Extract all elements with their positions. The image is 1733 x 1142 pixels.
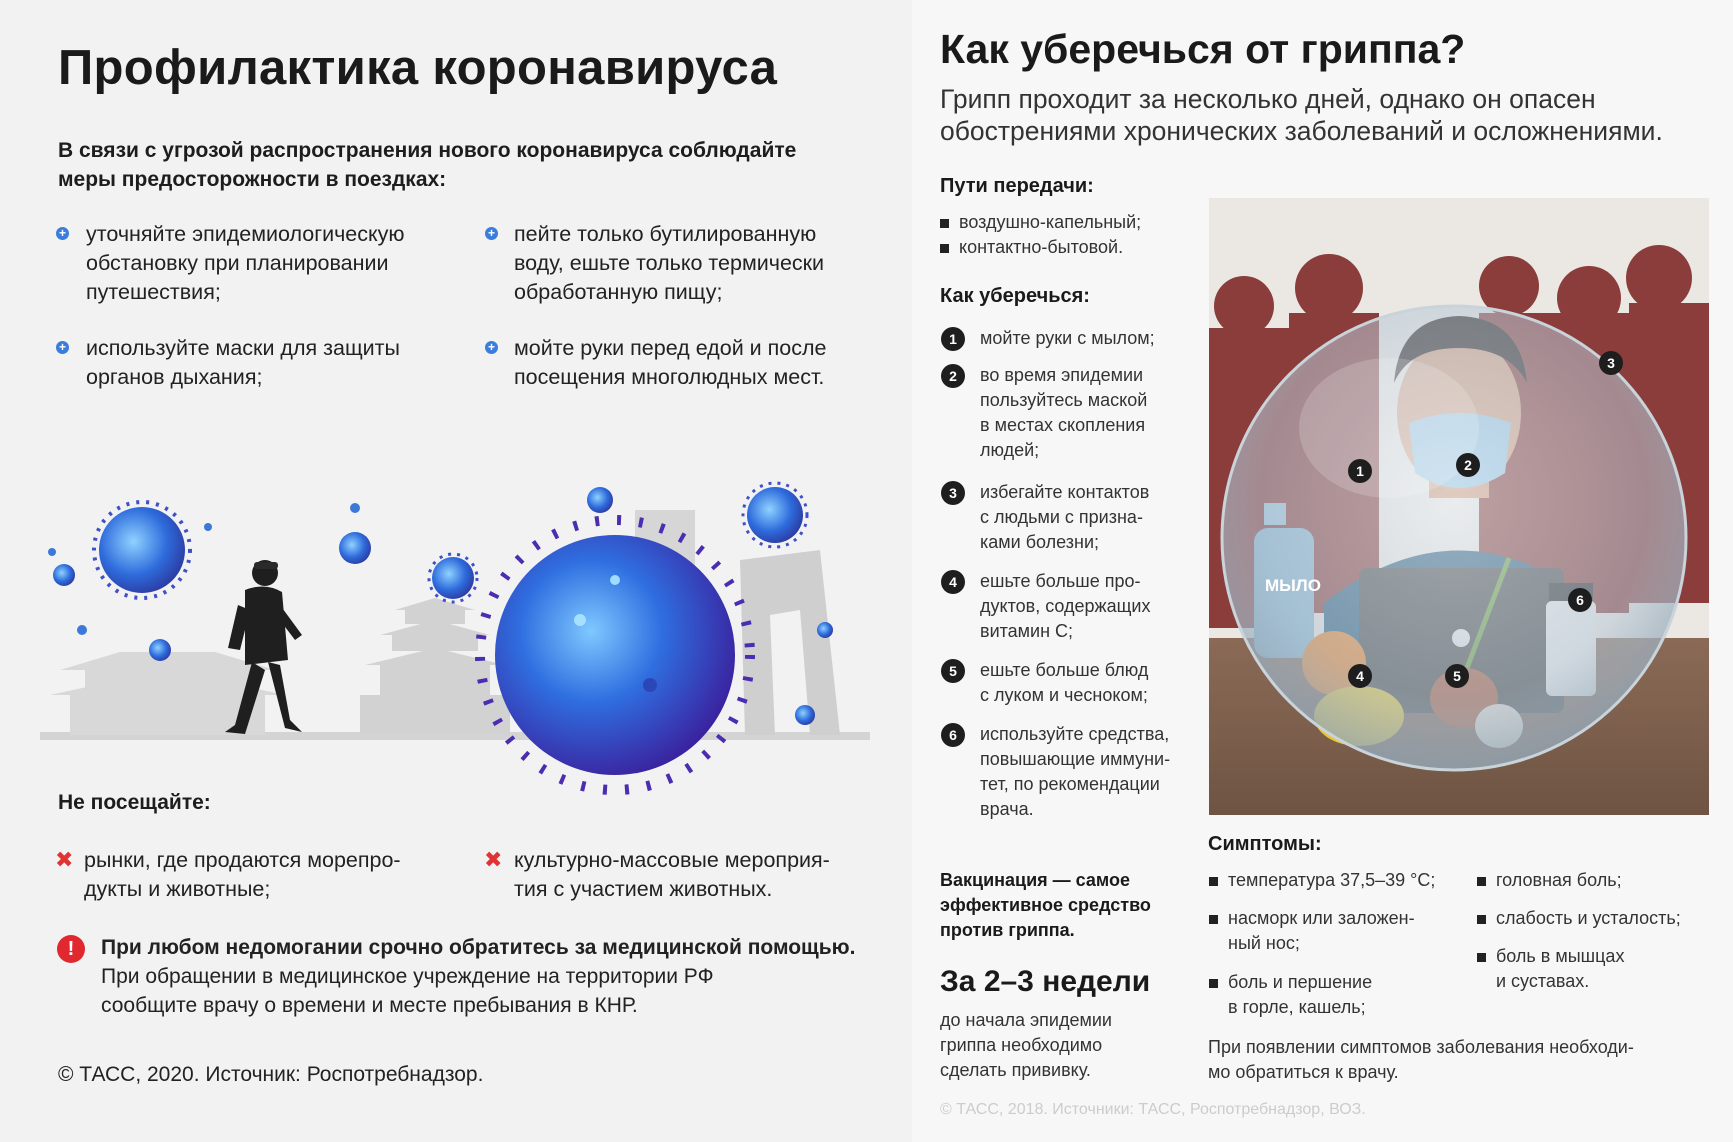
number-badge: 2 <box>1456 453 1480 477</box>
bullet-square-icon <box>1209 915 1218 924</box>
protect-item-2: во время эпидемии пользуйтесь маской в местах скопления людей; <box>980 365 1148 460</box>
cctv-building-silhouette <box>740 550 840 735</box>
virus-small-3 <box>429 554 477 602</box>
protect-item-6: используйте средства, повышающие иммуни- тет, по рекомендации врача. <box>980 724 1171 819</box>
tip-1: уточняйте эпидемиологическую обстановку при планировании путешествия; <box>86 222 405 304</box>
flu-copyright: © ТАСС, 2018. Источники: ТАСС, Роспотребнадзор, ВОЗ. <box>940 1101 1366 1118</box>
weeks-note: до начала эпидемии гриппа необходимо сделать прививку. <box>940 1010 1112 1080</box>
list-item: воздушно-капельный; <box>940 210 1141 235</box>
flu-subtitle: Грипп проходит за несколько дней, однако он опасен обострениями хронических заболеваний и осложнениями. <box>940 84 1663 146</box>
avoid-heading: Не посещайте: <box>58 791 211 814</box>
number-badge: 5 <box>1445 664 1469 688</box>
protect-item-3: избегайте контактов с людьми с призна- ками болезни; <box>980 482 1150 552</box>
virus-small-4 <box>743 483 807 547</box>
protect-item-1: мойте руки с мылом; <box>980 328 1155 348</box>
number-badge: 5 <box>941 659 965 683</box>
soap-label: МЫЛО <box>1265 576 1321 595</box>
coronavirus-title: Профилактика коронавируса <box>58 41 778 95</box>
transmission-list <box>940 210 1141 260</box>
bullet-square-icon <box>940 244 949 253</box>
plus-icon: + <box>56 227 69 240</box>
bullet-square-icon <box>940 219 949 228</box>
tip-3: используйте маски для защиты органов дыхания; <box>86 336 400 389</box>
protective-bubble <box>1222 306 1686 770</box>
temple-silhouette-2 <box>360 598 510 735</box>
flu-title: Как уберечься от гриппа? <box>940 26 1466 72</box>
coronavirus-copyright: © ТАСС, 2020. Источник: Роспотребнадзор. <box>58 1063 484 1086</box>
virus-small-1 <box>94 502 190 598</box>
symptom-item: боль в мышцах и суставах. <box>1496 946 1625 991</box>
plus-icon: + <box>56 341 69 354</box>
cross-icon: ✖ <box>55 847 74 872</box>
protect-item-4: ешьте больше про- дуктов, содержащих витамин С; <box>980 571 1151 641</box>
number-badge: 3 <box>941 481 965 505</box>
flu-illustration <box>1209 198 1709 815</box>
tip-4: мойте руки перед едой и после посещения многолюдных мест. <box>514 336 827 389</box>
list-item: контактно-бытовой. <box>940 235 1141 260</box>
symptom-item: головная боль; <box>1496 870 1622 890</box>
symptoms-note: При появлении симптомов заболевания необходи- мо обратиться к врачу. <box>1208 1037 1634 1082</box>
avoid-item-2: культурно-массовые мероприя- тия с участием животных. <box>514 848 830 901</box>
protect-heading: Как уберечься: <box>940 285 1090 307</box>
weeks-title: За 2–3 недели <box>940 965 1151 998</box>
bullet-square-icon <box>1209 979 1218 988</box>
medical-alert: При любом недомогании срочно обратитесь за медицинской помощью. При обращении в медицинское учреждение на территории РФ сообщите врачу о времени и месте пребывания в КНР. <box>101 936 856 1017</box>
number-badge: 6 <box>941 723 965 747</box>
plus-icon: + <box>485 341 498 354</box>
number-badge: 6 <box>1568 588 1592 612</box>
symptom-item: температура 37,5–39 °С; <box>1228 870 1436 890</box>
number-badge: 1 <box>941 327 965 351</box>
tip-2: пейте только бутилированную воду, ешьте только термически обработанную пищу; <box>514 222 825 304</box>
plus-icon: + <box>485 227 498 240</box>
virus-large <box>480 520 750 790</box>
transmission-heading: Пути передачи: <box>940 175 1094 197</box>
symptoms-heading: Симптомы: <box>1208 833 1322 855</box>
cross-icon: ✖ <box>484 847 503 872</box>
symptom-item: насморк или заложен- ный нос; <box>1228 908 1415 953</box>
bullet-square-icon <box>1209 877 1218 886</box>
avoid-item-1: рынки, где продаются морепро- дукты и животные; <box>84 848 401 901</box>
number-badge: 4 <box>1348 664 1372 688</box>
flu-illustration-art <box>1209 198 1709 815</box>
vaccination-note: Вакцинация — самое эффективное средство против гриппа. <box>940 870 1151 940</box>
coronavirus-intro: В связи с угрозой распространения нового коронавируса соблюдайте меры предосторожности в поездках: <box>58 139 797 191</box>
bullet-square-icon <box>1477 953 1486 962</box>
bullet-square-icon <box>1477 915 1486 924</box>
symptom-item: боль и першение в горле, кашель; <box>1228 972 1373 1017</box>
symptom-item: слабость и усталость; <box>1496 908 1681 928</box>
number-badge: 2 <box>941 364 965 388</box>
coronavirus-illustration <box>40 470 870 810</box>
alert-icon: ! <box>57 935 85 963</box>
number-badge: 4 <box>941 570 965 594</box>
number-badge: 3 <box>1599 351 1623 375</box>
number-badge: 1 <box>1348 459 1372 483</box>
virus-small-2 <box>339 532 371 564</box>
protect-item-5: ешьте больше блюд с луком и чесноком; <box>980 660 1149 705</box>
bullet-square-icon <box>1477 877 1486 886</box>
